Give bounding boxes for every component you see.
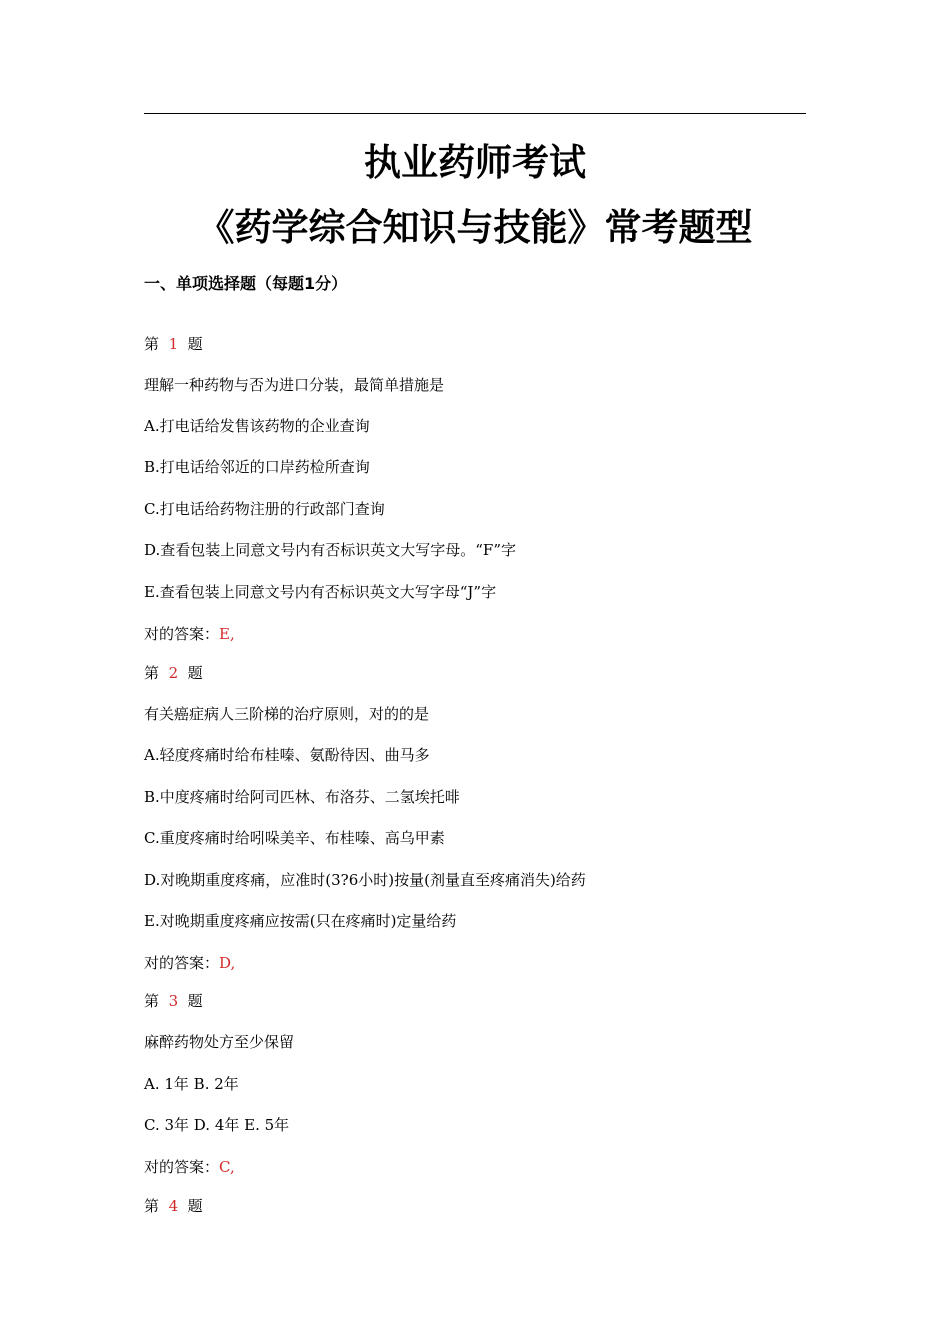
answer-value: E, — [219, 625, 235, 643]
answer-line: 对的答案：E, — [144, 625, 235, 643]
question-number: 1 — [168, 335, 179, 353]
option: C. 3年 D. 4年 E. 5年 — [144, 1116, 290, 1134]
option: C.重度疼痛时给吲哚美辛、布桂嗪、高乌甲素 — [144, 829, 445, 847]
question-number: 2 — [168, 664, 179, 682]
option: A. 1年 B. 2年 — [144, 1075, 239, 1093]
question-stem: 理解一种药物与否为进口分装，最简单措施是 — [144, 376, 445, 394]
answer-line: 对的答案：D, — [144, 954, 236, 972]
answer-value: D, — [219, 954, 236, 972]
header-rule — [144, 113, 806, 114]
answer-value: C, — [219, 1158, 235, 1176]
document-subtitle: 《药学综合知识与技能》常考题型 — [197, 206, 753, 249]
option: A.打电话给发售该药物的企业查询 — [144, 417, 370, 435]
question-number: 3 — [168, 992, 179, 1010]
question-header: 第 1 题 — [144, 335, 203, 353]
answer-line: 对的答案：C, — [144, 1158, 235, 1176]
question-header: 第 2 题 — [144, 664, 203, 682]
option: D.对晚期重度疼痛，应准时(3?6小时)按量(剂量直至疼痛消失)给药 — [144, 871, 586, 889]
question-header: 第 3 题 — [144, 992, 203, 1010]
option: E.查看包装上同意文号内有否标识英文大写字母“J”字 — [144, 583, 497, 601]
option: C.打电话给药物注册的行政部门查询 — [144, 500, 385, 518]
option: D.查看包装上同意文号内有否标识英文大写字母。“F”字 — [144, 541, 517, 559]
option: A.轻度疼痛时给布桂嗪、氨酚待因、曲马多 — [144, 746, 430, 764]
option: B.打电话给邻近的口岸药检所查询 — [144, 458, 370, 476]
option: E.对晚期重度疼痛应按需(只在疼痛时)定量给药 — [144, 912, 457, 930]
section-heading: 一、单项选择题（每题1分） — [144, 274, 348, 293]
document-title: 执业药师考试 — [364, 141, 586, 184]
option: B.中度疼痛时给阿司匹林、布洛芬、二氢埃托啡 — [144, 788, 460, 806]
question-stem: 麻醉药物处方至少保留 — [144, 1033, 295, 1051]
question-header: 第 4 题 — [144, 1197, 203, 1215]
question-number: 4 — [168, 1197, 179, 1215]
question-stem: 有关癌症病人三阶梯的治疗原则，对的的是 — [144, 705, 430, 723]
